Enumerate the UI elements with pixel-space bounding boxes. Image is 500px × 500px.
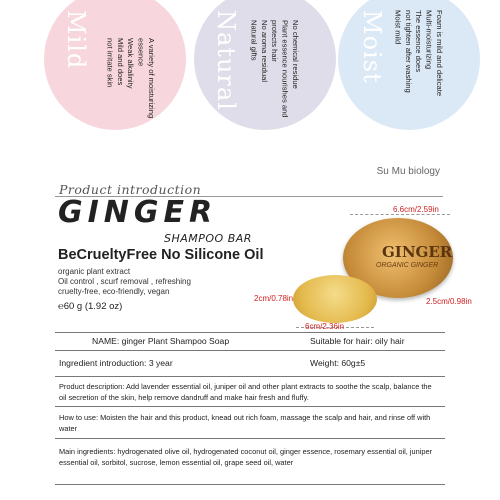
natural-text: No chemical residue Plant essence nourishes and protects hair No aroma residual Natural gifts [249, 20, 301, 118]
mild-heading: Mild [62, 10, 90, 70]
feature-1: organic plant extract [58, 267, 131, 276]
product-name: GINGER [58, 195, 218, 230]
net-weight: ℮60 g (1.92 oz) [58, 301, 123, 312]
tin-label: GINGER [382, 243, 453, 261]
natural-heading: Natural [212, 10, 240, 111]
how-to-use: How to use: Moisten the hair and this product, knead out rich foam, massage the scalp and hair, and rinse off with water [59, 413, 431, 433]
suitable-cell: Suitable for hair: oily hair [310, 336, 405, 346]
tin-sub-label: ORGANIC GINGER [376, 262, 439, 269]
bar-height-label: 2cm/0.78in [254, 294, 294, 303]
tin-height-label: 2.5cm/0.98in [426, 297, 472, 306]
table-rule [55, 406, 445, 407]
moist-text: Foam is mild and delicate Multi-moisturizing The essence does not tighten after washing Moist mild [393, 10, 445, 97]
main-ingredients: Main ingredients: hydrogenated olive oil, hydrogenated coconut oil, ginger essence, rosemary essential oil, juniper essential oil, sorbitol, sucrose, lemon essential oil, grape seed oil, water [59, 447, 433, 467]
tin-width-line [350, 214, 450, 215]
table-rule [55, 438, 445, 439]
ingredient-intro-cell: Ingredient introduction: 3 year [59, 358, 173, 368]
brand-name: Su Mu biology [376, 166, 440, 177]
table-rule [55, 350, 445, 351]
tin-width-label: 6.6cm/2.59in [393, 205, 439, 214]
product-description: Product description: Add lavender essential oil, juniper oil and other plant extracts to soothe the scalp, balance the oil secretion of the skin, help remove dandruff and make hair fresh and fluffy. [59, 382, 432, 402]
bar-width-label: 6cm/2.36in [305, 322, 345, 331]
product-subtitle: SHAMPOO BAR [164, 232, 252, 245]
weight-cell: Weight: 60g±5 [310, 358, 366, 368]
table-rule [55, 376, 445, 377]
product-tagline: BeCrueltyFree No Silicone Oil [58, 247, 264, 263]
name-cell: NAME: ginger Plant Shampoo Soap [92, 336, 230, 346]
feature-2: Oil control , scurf removal , refreshing [58, 277, 191, 286]
section-title: Product introduction [59, 182, 202, 197]
soap-bar-image [293, 275, 377, 323]
table-rule [55, 332, 445, 333]
table-rule [55, 484, 445, 485]
mild-text: A variety of moisturizing essence Weak alkalinity Mild and does not irritate skin [105, 38, 157, 119]
moist-heading: Moist [358, 10, 386, 84]
feature-3: cruelty-free, eco-friendly, vegan [58, 287, 170, 296]
